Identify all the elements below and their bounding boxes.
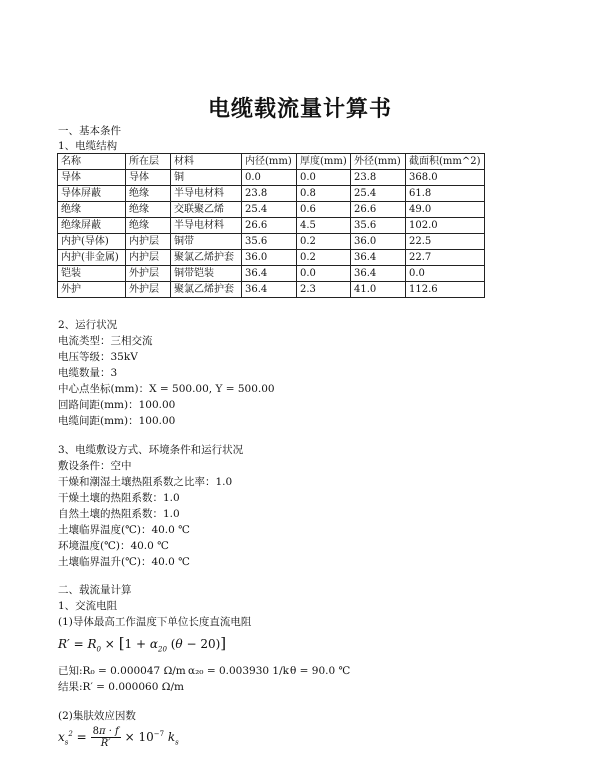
table-cell: 导体: [126, 170, 171, 186]
table-cell: 内护(非金属): [58, 250, 126, 266]
table-cell: 23.8: [242, 186, 297, 202]
table-cell: 0.0: [406, 266, 485, 282]
table-cell: 26.6: [242, 218, 297, 234]
table-cell: 导体屏蔽: [58, 186, 126, 202]
table-cell: 2.3: [297, 282, 351, 298]
table-row: [58, 202, 485, 218]
table-cell: 25.4: [242, 202, 297, 218]
table-cell: 绝缘: [126, 186, 171, 202]
table-cell: 36.4: [351, 266, 406, 282]
table-cell: 绝缘: [126, 218, 171, 234]
table-row: [58, 250, 485, 266]
text-line: 敷设条件：空中: [58, 460, 132, 472]
table-cell: 22.7: [406, 250, 485, 266]
text-line: (2)集肤效应因数: [58, 710, 136, 722]
dc-resistance-formula: $R' = R_0 \times [1 + \alpha_{20}$ (θ − 20)]: [58, 634, 227, 654]
table-cell: 内护(导体): [58, 234, 126, 250]
table-cell: 49.0: [406, 202, 485, 218]
subheading-ac-resistance: 1、交流电阻: [58, 600, 118, 612]
table-cell: 0.0: [242, 170, 297, 186]
table-cell: 0.8: [297, 186, 351, 202]
text-line: 环境温度(℃)：40.0 ℃: [58, 540, 169, 552]
table-cell: 102.0: [406, 218, 485, 234]
subheading-laying-conditions: 3、电缆敷设方式、环境条件和运行状况: [58, 444, 244, 456]
text-line: 电缆数量：3: [58, 367, 118, 379]
section-heading-ampacity: 二、载流量计算: [58, 584, 132, 596]
text-line: 干燥和潮湿土壤热阻系数之比率：1.0: [58, 476, 233, 488]
document-title: 电缆载流量计算书: [207, 97, 392, 122]
alpha-value: α₂₀ = 0.003930 1/k: [188, 665, 290, 677]
cable-structure-table: [57, 153, 485, 298]
table-cell: 112.6: [406, 282, 485, 298]
table-row: [58, 234, 485, 250]
theta-value: θ = 90.0 ℃: [290, 665, 351, 677]
text-line: 回路间距(mm)：100.00: [58, 399, 176, 411]
header-cell: 所在层: [126, 154, 171, 170]
table-cell: 36.0: [242, 250, 297, 266]
subheading-operating-status: 2、运行状况: [58, 319, 118, 331]
table-cell: 聚氯乙烯护套: [171, 250, 242, 266]
table-cell: 0.0: [297, 170, 351, 186]
table-cell: 外护层: [126, 266, 171, 282]
skin-effect-formula: $x_s^2$ = $\frac{8\pi \cdot f}{R'}$ × $10^{-7}$ $k_s$: [58, 726, 179, 749]
table-cell: 半导电材料: [171, 218, 242, 234]
table-cell: 铜带: [171, 234, 242, 250]
table-cell: 36.0: [351, 234, 406, 250]
table-cell: 绝缘: [126, 202, 171, 218]
header-cell: 材料: [171, 154, 242, 170]
subheading-cable-structure: 1、电缆结构: [58, 140, 118, 152]
table-cell: 导体: [58, 170, 126, 186]
table-cell: 绝缘屏蔽: [58, 218, 126, 234]
fraction: $\frac{8\pi \cdot f}{R'}$: [92, 726, 119, 749]
table-cell: 36.4: [351, 250, 406, 266]
table-cell: 4.5: [297, 218, 351, 234]
table-row: [58, 266, 485, 282]
table-row: [58, 218, 485, 234]
table-cell: 26.6: [351, 202, 406, 218]
table-cell: 0.2: [297, 250, 351, 266]
header-cell: 内径(mm): [242, 154, 297, 170]
section-heading-basic-conditions: 一、基本条件: [58, 125, 121, 137]
result-value: 结果:R′ = 0.000060 Ω/m: [58, 681, 184, 693]
table-cell: 铜: [171, 170, 242, 186]
table-cell: 绝缘: [58, 202, 126, 218]
table-cell: 35.6: [242, 234, 297, 250]
known-values: 已知:R₀ = 0.000047 Ω/m: [58, 665, 186, 677]
header-cell: 截面积(mm^2): [406, 154, 485, 170]
text-line: 干燥土壤的热阻系数：1.0: [58, 492, 180, 504]
table-cell: 0.6: [297, 202, 351, 218]
table-cell: 铠装: [58, 266, 126, 282]
text-line: (1)导体最高工作温度下单位长度直流电阻: [58, 616, 252, 628]
text-line: 中心点坐标(mm)：X = 500.00, Y = 500.00: [58, 383, 275, 395]
table-row: [58, 282, 485, 298]
table-cell: 35.6: [351, 218, 406, 234]
header-cell: 名称: [58, 154, 126, 170]
text-line: 自然土壤的热阻系数：1.0: [58, 508, 180, 520]
text-line: 土壤临界温升(℃)：40.0 ℃: [58, 556, 190, 568]
table-cell: 41.0: [351, 282, 406, 298]
table-cell: 半导电材料: [171, 186, 242, 202]
header-cell: 厚度(mm): [297, 154, 351, 170]
table-cell: 0.2: [297, 234, 351, 250]
table-cell: 内护层: [126, 250, 171, 266]
text-line: 电压等级：35kV: [58, 351, 138, 363]
text-line: 电流类型：三相交流: [58, 335, 153, 347]
table-cell: 36.4: [242, 266, 297, 282]
table-header-row: [58, 154, 485, 170]
table-cell: 交联聚乙烯: [171, 202, 242, 218]
table-cell: 25.4: [351, 186, 406, 202]
text-line: 电缆间距(mm)：100.00: [58, 415, 176, 427]
table-cell: 外护: [58, 282, 126, 298]
table-row: [58, 170, 485, 186]
table-cell: 内护层: [126, 234, 171, 250]
table-cell: 聚氯乙烯护套: [171, 282, 242, 298]
table-cell: 外护层: [126, 282, 171, 298]
header-cell: 外径(mm): [351, 154, 406, 170]
text-line: 土壤临界温度(℃)：40.0 ℃: [58, 524, 190, 536]
table-cell: 368.0: [406, 170, 485, 186]
table-cell: 22.5: [406, 234, 485, 250]
table-cell: 铜带铠装: [171, 266, 242, 282]
table-cell: 23.8: [351, 170, 406, 186]
table-row: [58, 186, 485, 202]
table-cell: 36.4: [242, 282, 297, 298]
table-cell: 0.0: [297, 266, 351, 282]
table-cell: 61.8: [406, 186, 485, 202]
